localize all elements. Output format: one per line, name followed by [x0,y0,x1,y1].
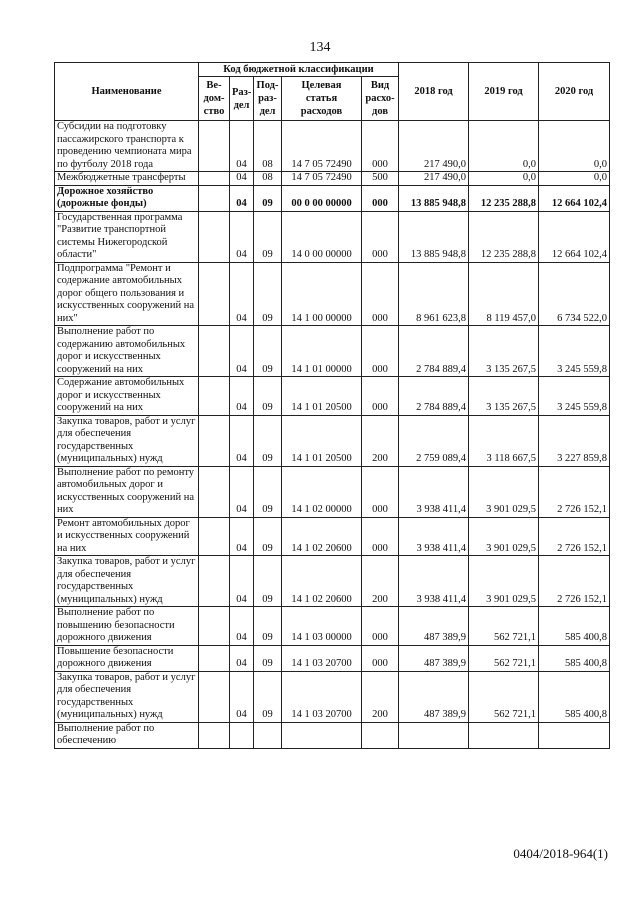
row-2018: 217 490,0 [399,172,469,186]
row-ved [199,185,230,211]
row-csr: 14 0 00 00000 [282,211,362,262]
row-podrazdel: 09 [254,607,282,646]
row-2018: 2 784 889,4 [399,377,469,416]
row-name: Ремонт автомобильных дорог и искусственных сооружений на них [55,517,199,556]
row-vid [362,722,399,748]
row-podrazdel: 09 [254,517,282,556]
row-name: Выполнение работ по содержанию автомобильных дорог и искусственных сооружений на них [55,326,199,377]
row-podrazdel: 08 [254,121,282,172]
table-row [55,415,610,466]
table-row [55,645,610,671]
row-ved [199,326,230,377]
row-podrazdel: 09 [254,377,282,416]
budget-table [54,62,610,749]
row-ved [199,671,230,722]
row-2020: 2 726 152,1 [539,517,610,556]
row-vid: 000 [362,185,399,211]
row-name: Выполнение работ по повышению безопасности дорожного движения [55,607,199,646]
row-2019: 3 901 029,5 [469,466,539,517]
row-csr: 14 1 03 00000 [282,607,362,646]
row-2019: 562 721,1 [469,645,539,671]
row-ved [199,377,230,416]
row-2018 [399,722,469,748]
row-2020: 0,0 [539,172,610,186]
row-ved [199,262,230,326]
row-name: Закупка товаров, работ и услуг для обеспечения государственных (муниципальных) нужд [55,671,199,722]
row-2018: 3 938 411,4 [399,466,469,517]
table-row [55,185,610,211]
row-podrazdel: 09 [254,645,282,671]
row-name: Выполнение работ по обеспечению [55,722,199,748]
row-razdel: 04 [230,211,254,262]
table-row [55,172,610,186]
table-body [55,121,610,749]
row-razdel: 04 [230,326,254,377]
row-csr [282,722,362,748]
row-vid: 200 [362,415,399,466]
row-vid: 000 [362,121,399,172]
row-name: Подпрограмма "Ремонт и содержание автомобильных дорог общего пользования и искусственных сооружений на них" [55,262,199,326]
row-2020: 0,0 [539,121,610,172]
row-ved [199,121,230,172]
row-vid: 000 [362,517,399,556]
row-2018: 3 938 411,4 [399,517,469,556]
row-csr: 14 1 02 20600 [282,517,362,556]
row-2020: 12 664 102,4 [539,185,610,211]
row-2020: 2 726 152,1 [539,466,610,517]
row-name: Дорожное хозяйство (дорожные фонды) [55,185,199,211]
row-csr: 14 7 05 72490 [282,172,362,186]
row-razdel: 04 [230,466,254,517]
table-row [55,466,610,517]
row-2019 [469,722,539,748]
row-2020: 3 245 559,8 [539,326,610,377]
header-name: Наименование [55,63,199,121]
row-2019: 3 901 029,5 [469,556,539,607]
row-2019: 562 721,1 [469,607,539,646]
table-row [55,607,610,646]
row-razdel: 04 [230,415,254,466]
row-podrazdel [254,722,282,748]
row-ved [199,556,230,607]
row-name: Повышение безопасности дорожного движения [55,645,199,671]
header-vid: Вид расхо- дов [362,77,399,121]
header-podrazdel: Под- раз- дел [254,77,282,121]
row-2019: 8 119 457,0 [469,262,539,326]
row-2018: 487 389,9 [399,607,469,646]
table-row [55,377,610,416]
row-2018: 13 885 948,8 [399,211,469,262]
row-2018: 13 885 948,8 [399,185,469,211]
header-2019: 2019 год [469,63,539,121]
row-podrazdel: 09 [254,415,282,466]
header-2018: 2018 год [399,63,469,121]
table-row [55,262,610,326]
row-2019: 0,0 [469,121,539,172]
table-row [55,121,610,172]
row-ved [199,607,230,646]
row-csr: 14 1 02 00000 [282,466,362,517]
row-2018: 8 961 623,8 [399,262,469,326]
row-2018: 2 759 089,4 [399,415,469,466]
row-name: Закупка товаров, работ и услуг для обеспечения государственных (муниципальных) нужд [55,415,199,466]
row-ved [199,466,230,517]
page-number: 134 [309,40,331,55]
row-2018: 3 938 411,4 [399,556,469,607]
header-2020: 2020 год [539,63,610,121]
row-vid: 000 [362,377,399,416]
row-razdel: 04 [230,607,254,646]
row-podrazdel: 09 [254,262,282,326]
row-vid: 000 [362,262,399,326]
row-2020: 2 726 152,1 [539,556,610,607]
row-2019: 562 721,1 [469,671,539,722]
row-razdel: 04 [230,517,254,556]
row-2019: 3 901 029,5 [469,517,539,556]
header-classification-group: Код бюджетной классификации [199,63,399,77]
row-csr: 14 1 00 00000 [282,262,362,326]
row-ved [199,172,230,186]
row-razdel: 04 [230,185,254,211]
row-2019: 12 235 288,8 [469,185,539,211]
row-razdel [230,722,254,748]
row-name: Выполнение работ по ремонту автомобильных дорог и искусственных сооружений на них [55,466,199,517]
row-podrazdel: 09 [254,671,282,722]
row-podrazdel: 09 [254,211,282,262]
row-2020: 6 734 522,0 [539,262,610,326]
row-2020: 3 227 859,8 [539,415,610,466]
table-row [55,517,610,556]
row-podrazdel: 09 [254,185,282,211]
row-vid: 500 [362,172,399,186]
row-name: Государственная программа "Развитие транспортной системы Нижегородской области" [55,211,199,262]
table-row [55,556,610,607]
row-razdel: 04 [230,556,254,607]
table-row [55,211,610,262]
row-ved [199,415,230,466]
row-razdel: 04 [230,262,254,326]
row-vid: 000 [362,645,399,671]
row-podrazdel: 09 [254,466,282,517]
row-ved [199,722,230,748]
row-vid: 200 [362,556,399,607]
row-2020: 585 400,8 [539,607,610,646]
row-csr: 14 7 05 72490 [282,121,362,172]
header-ved: Ве- дом- ство [199,77,230,121]
row-name: Межбюджетные трансферты [55,172,199,186]
row-2019: 3 135 267,5 [469,377,539,416]
header-csr: Целевая статья расходов [282,77,362,121]
row-2018: 2 784 889,4 [399,326,469,377]
document-code: 0404/2018-964(1) [513,846,608,861]
row-csr: 14 1 02 20600 [282,556,362,607]
header-razdel: Раз- дел [230,77,254,121]
row-razdel: 04 [230,172,254,186]
row-razdel: 04 [230,645,254,671]
row-razdel: 04 [230,377,254,416]
row-ved [199,645,230,671]
row-2020: 585 400,8 [539,671,610,722]
row-csr: 14 1 01 20500 [282,415,362,466]
table-row [55,326,610,377]
row-vid: 000 [362,211,399,262]
row-2019: 0,0 [469,172,539,186]
row-vid: 000 [362,326,399,377]
row-razdel: 04 [230,121,254,172]
row-2018: 217 490,0 [399,121,469,172]
row-csr: 14 1 03 20700 [282,671,362,722]
row-podrazdel: 08 [254,172,282,186]
row-podrazdel: 09 [254,556,282,607]
row-2020: 3 245 559,8 [539,377,610,416]
table-row [55,671,610,722]
row-csr: 00 0 00 00000 [282,185,362,211]
row-csr: 14 1 01 20500 [282,377,362,416]
row-razdel: 04 [230,671,254,722]
row-2019: 3 135 267,5 [469,326,539,377]
row-podrazdel: 09 [254,326,282,377]
row-vid: 200 [362,671,399,722]
row-2019: 3 118 667,5 [469,415,539,466]
row-csr: 14 1 03 20700 [282,645,362,671]
row-2020: 585 400,8 [539,645,610,671]
row-2018: 487 389,9 [399,671,469,722]
row-name: Закупка товаров, работ и услуг для обеспечения государственных (муниципальных) нужд [55,556,199,607]
row-2018: 487 389,9 [399,645,469,671]
row-csr: 14 1 01 00000 [282,326,362,377]
row-name: Содержание автомобильных дорог и искусственных сооружений на них [55,377,199,416]
row-2020 [539,722,610,748]
row-ved [199,517,230,556]
row-vid: 000 [362,607,399,646]
row-2020: 12 664 102,4 [539,211,610,262]
table-row [55,722,610,748]
row-name: Субсидии на подготовку пассажирского транспорта к проведению чемпионата мира по футболу 2018 года [55,121,199,172]
row-2019: 12 235 288,8 [469,211,539,262]
row-vid: 000 [362,466,399,517]
row-ved [199,211,230,262]
